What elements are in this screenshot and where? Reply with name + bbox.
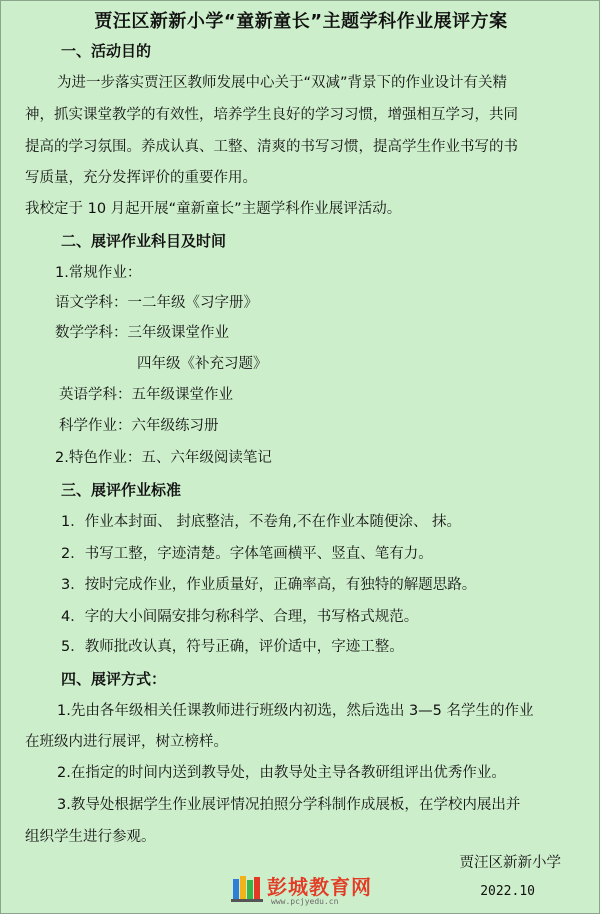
watermark-logo	[231, 869, 381, 909]
purpose-line: 提高的学习氛围。养成认真、工整、清爽的书写习惯，提高学生作业书写的书	[25, 139, 518, 155]
subject-line: 2.特色作业：五、六年级阅读笔记	[55, 450, 272, 466]
method-line: 2.在指定的时间内送到教导处，由教导处主导各教研组评出优秀作业。	[57, 765, 506, 781]
books-icon	[231, 873, 265, 903]
subject-line: 数学学科：三年级课堂作业	[55, 325, 229, 341]
standard-item: 4．字的大小间隔安排匀称科学、合理，书写格式规范。	[61, 609, 419, 625]
subject-line: 语文学科：一二年级《习字册》	[55, 295, 258, 311]
purpose-line: 我校定于 10 月起开展“童新童长”主题学科作业展评活动。	[25, 201, 402, 217]
document-date: 2022.10	[480, 884, 535, 899]
method-line: 1.先由各年级相关任课教师进行班级内初选，然后选出 3—5 名学生的作业	[57, 703, 534, 719]
method-line: 组织学生进行参观。	[25, 829, 156, 845]
subject-line: 英语学科：五年级课堂作业	[59, 387, 233, 403]
method-line: 在班级内进行展评，树立榜样。	[25, 734, 228, 750]
standard-item: 1．作业本封面、 封底整洁，不卷角,不在作业本随便涂、 抹。	[61, 514, 462, 530]
purpose-line: 为进一步落实贾汪区教师发展中心关于“双减”背景下的作业设计有关精	[57, 75, 508, 91]
watermark-name: 彭城教育网	[267, 875, 372, 899]
section-heading-standards: 三、展评作业标准	[61, 481, 182, 499]
section-heading-subjects: 二、展评作业科目及时间	[61, 232, 227, 250]
section-heading-purpose: 一、活动目的	[61, 42, 152, 60]
purpose-line: 写质量，充分发挥评价的重要作用。	[25, 170, 257, 186]
document-title: 贾汪区新新小学“童新童长”主题学科作业展评方案	[94, 11, 508, 32]
standard-item: 5．教师批改认真，符号正确，评价适中，字迹工整。	[61, 639, 404, 655]
subject-line: 科学作业：六年级练习册	[59, 418, 219, 434]
method-line: 3.教导处根据学生作业展评情况拍照分学科制作成展板，在学校内展出并	[57, 797, 521, 813]
subject-line: 1.常规作业：	[55, 265, 142, 281]
purpose-line: 神，抓实课堂教学的有效性，培养学生良好的学习习惯，增强相互学习，共同	[25, 107, 518, 123]
watermark-url: www.pcjyedu.cn	[271, 897, 339, 906]
section-heading-method: 四、展评方式：	[61, 670, 167, 688]
standard-item: 2．书写工整，字迹清楚。字体笔画横平、竖直、笔有力。	[61, 546, 433, 562]
school-signature: 贾汪区新新小学	[459, 855, 561, 871]
subject-line: 四年级《补充习题》	[137, 356, 268, 372]
standard-item: 3．按时完成作业，作业质量好，正确率高，有独特的解题思路。	[61, 577, 477, 593]
